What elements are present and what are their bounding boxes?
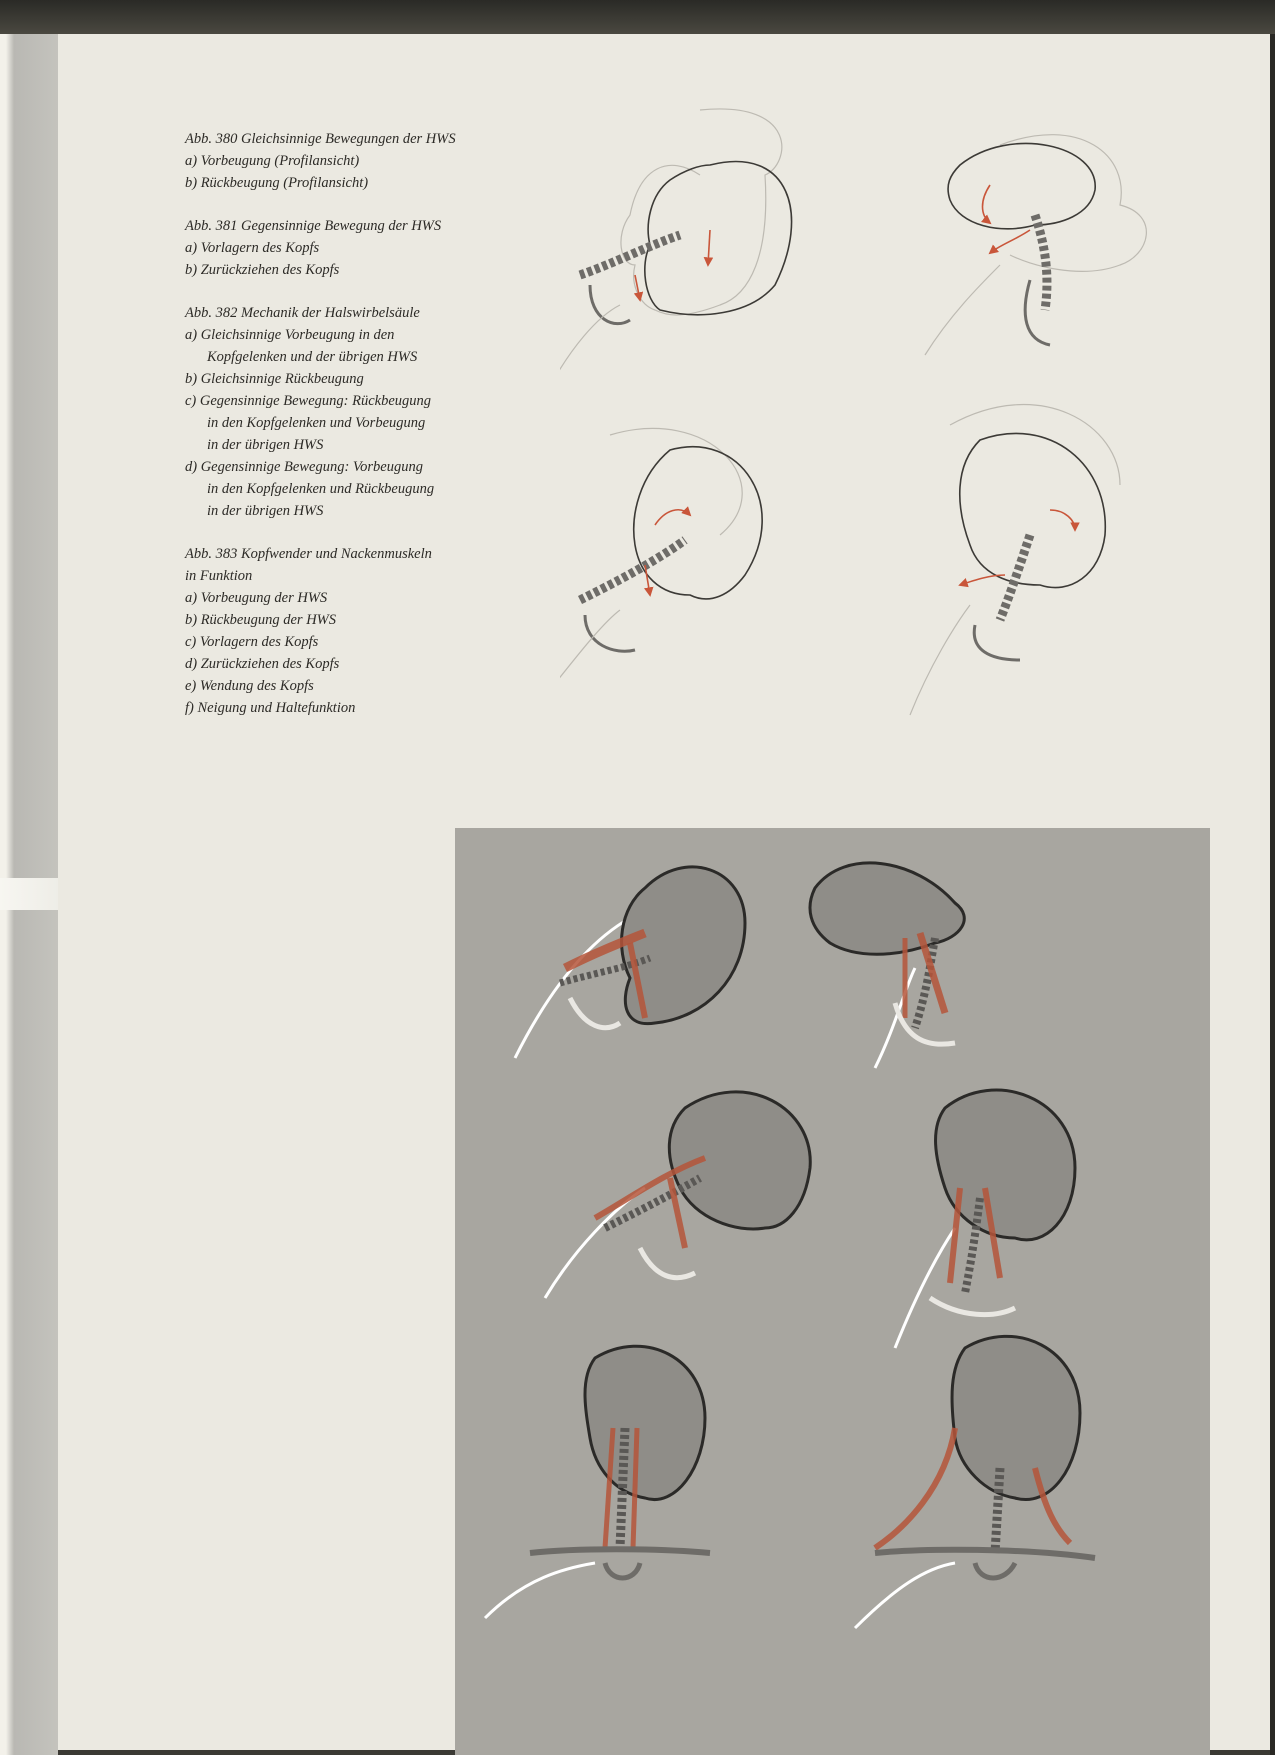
- caption-line: e) Wendung des Kopfs: [185, 678, 314, 694]
- figure-383-panel: [455, 828, 1210, 1755]
- caption-line: a) Gleichsinnige Vorbeugung in den: [185, 327, 395, 343]
- page-edge: [1270, 34, 1275, 1755]
- caption-line: b) Zurückziehen des Kopfs: [185, 262, 340, 278]
- caption-line: b) Gleichsinnige Rückbeugung: [185, 371, 364, 387]
- caption-group: [185, 302, 545, 522]
- sketch-d-counter-motion: [910, 405, 1120, 715]
- sketch-a-forward-bend: [560, 109, 792, 405]
- figure-382-sketches: [560, 105, 1260, 825]
- caption-line: b) Rückbeugung (Profilansicht): [185, 175, 369, 191]
- caption-group: [185, 543, 545, 719]
- panel-d-head-retract: [895, 1090, 1075, 1348]
- caption-group: [185, 128, 545, 194]
- caption-line: c) Vorlagern des Kopfs: [185, 634, 319, 650]
- figure-captions: [185, 128, 545, 740]
- panel-b-backward-bend: [810, 863, 964, 1068]
- sketch-c-counter-motion: [560, 428, 762, 715]
- caption-line: c) Gegensinnige Bewegung: Rückbeugung: [185, 393, 432, 409]
- caption-line: in der übrigen HWS: [207, 503, 324, 519]
- scan-frame-top: [0, 0, 1275, 34]
- caption-line: Kopfgelenken und der übrigen HWS: [207, 349, 418, 365]
- caption-line: Abb. 381 Gegensinnige Bewegung der HWS: [185, 218, 442, 234]
- panel-a-forward-bend: [515, 867, 745, 1058]
- caption-line: d) Zurückziehen des Kopfs: [185, 656, 340, 672]
- caption-line: b) Rückbeugung der HWS: [185, 612, 336, 628]
- binding-gap: [0, 878, 58, 910]
- caption-line: a) Vorlagern des Kopfs: [185, 240, 320, 256]
- caption-group: [185, 215, 545, 281]
- caption-line: in den Kopfgelenken und Rückbeugung: [207, 481, 435, 497]
- panel-e-head-rotation: [485, 1346, 710, 1618]
- caption-line: f) Neigung und Haltefunktion: [185, 700, 356, 716]
- caption-line: d) Gegensinnige Bewegung: Vorbeugung: [185, 459, 423, 475]
- caption-line: Abb. 380 Gleichsinnige Bewegungen der HWS: [185, 131, 456, 147]
- caption-line: in den Kopfgelenken und Vorbeugung: [207, 415, 426, 431]
- panel-f-tilt-and-hold: [855, 1336, 1095, 1628]
- caption-line: a) Vorbeugung (Profilansicht): [185, 153, 360, 169]
- panel-c-head-forward: [545, 1092, 810, 1298]
- caption-line: Abb. 383 Kopfwender und Nackenmuskeln: [185, 546, 432, 562]
- sketch-b-backward-bend: [925, 135, 1146, 355]
- caption-line: in Funktion: [185, 568, 253, 584]
- caption-line: in der übrigen HWS: [207, 437, 324, 453]
- caption-line: Abb. 382 Mechanik der Halswirbelsäule: [185, 305, 420, 321]
- caption-line: a) Vorbeugung der HWS: [185, 590, 328, 606]
